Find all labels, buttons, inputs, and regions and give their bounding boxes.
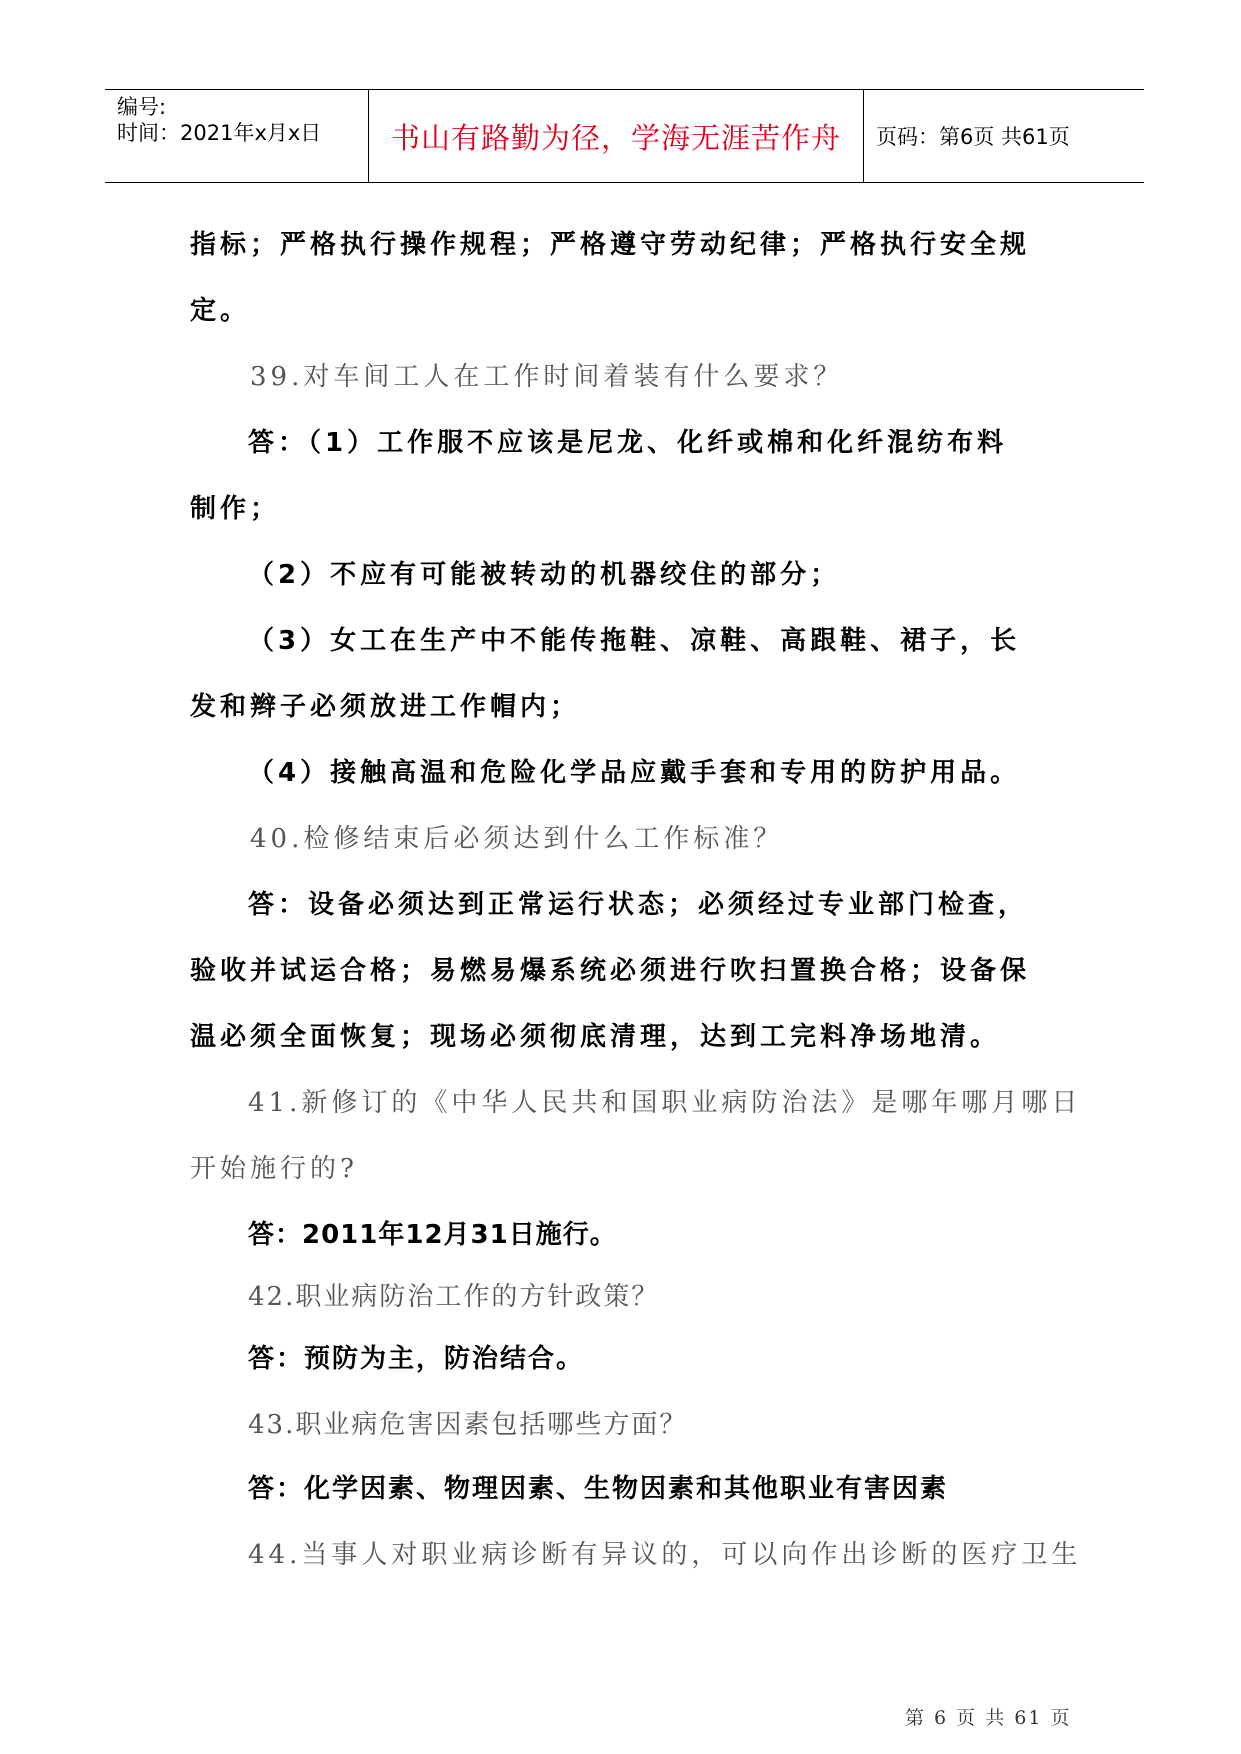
- page-header: [105, 89, 1144, 183]
- motto-text: 书山有路勤为径，学海无涯苦作舟: [390, 120, 841, 155]
- question-line: 42.职业病防治工作的方针政策？: [248, 1282, 660, 1312]
- page-code-text: 页码：第6页 共61页: [876, 125, 1070, 149]
- text-line: （3）女工在生产中不能传拖鞋、凉鞋、高跟鞋、裙子，长: [248, 626, 1021, 656]
- page-footer: 第 6 页 共 61 页: [905, 1707, 1072, 1729]
- header-meta: [105, 90, 369, 182]
- question-line: 41.新修订的《中华人民共和国职业病防治法》是哪年哪月哪日: [248, 1088, 1082, 1118]
- text-line: 发和辫子必须放进工作帽内；: [190, 692, 581, 722]
- question-line: 39.对车间工人在工作时间着装有什么要求？: [250, 362, 844, 392]
- answer-line: 答：设备必须达到正常运行状态；必须经过专业部门检查，: [248, 890, 1029, 920]
- text-line: （2）不应有可能被转动的机器绞住的部分；: [248, 560, 841, 590]
- question-line: 43.职业病危害因素包括哪些方面？: [248, 1410, 688, 1440]
- answer-line: 答：化学因素、物理因素、生物因素和其他职业有害因素: [248, 1474, 949, 1504]
- text-line: 制作；: [190, 494, 281, 524]
- time-label: 时间：2021年x月x日: [117, 121, 322, 145]
- serial-label: 编号:: [117, 95, 167, 119]
- text-line: 指标；严格执行操作规程；严格遵守劳动纪律；严格执行安全规: [190, 230, 1031, 260]
- question-line: 40.检修结束后必须达到什么工作标准？: [250, 824, 784, 854]
- text-line: 温必须全面恢复；现场必须彻底清理，达到工完料净场地清。: [190, 1022, 1001, 1052]
- text-line: （4）接触高温和危险化学品应戴手套和专用的防护用品。: [248, 758, 1021, 788]
- text-line: 验收并试运合格；易燃易爆系统必须进行吹扫置换合格；设备保: [190, 956, 1031, 986]
- question-line: 44.当事人对职业病诊断有异议的，可以向作出诊断的医疗卫生: [248, 1540, 1082, 1570]
- header-page-code: [864, 90, 1144, 182]
- answer-line: 答：（1）工作服不应该是尼龙、化纤或棉和化纤混纺布料: [248, 428, 1008, 458]
- text-line: 定。: [190, 296, 251, 326]
- answer-line: 答：2011年12月31日施行。: [248, 1220, 617, 1250]
- header-motto: [369, 90, 864, 182]
- question-line: 开始施行的?: [190, 1154, 358, 1184]
- answer-line: 答：预防为主，防治结合。: [248, 1344, 585, 1374]
